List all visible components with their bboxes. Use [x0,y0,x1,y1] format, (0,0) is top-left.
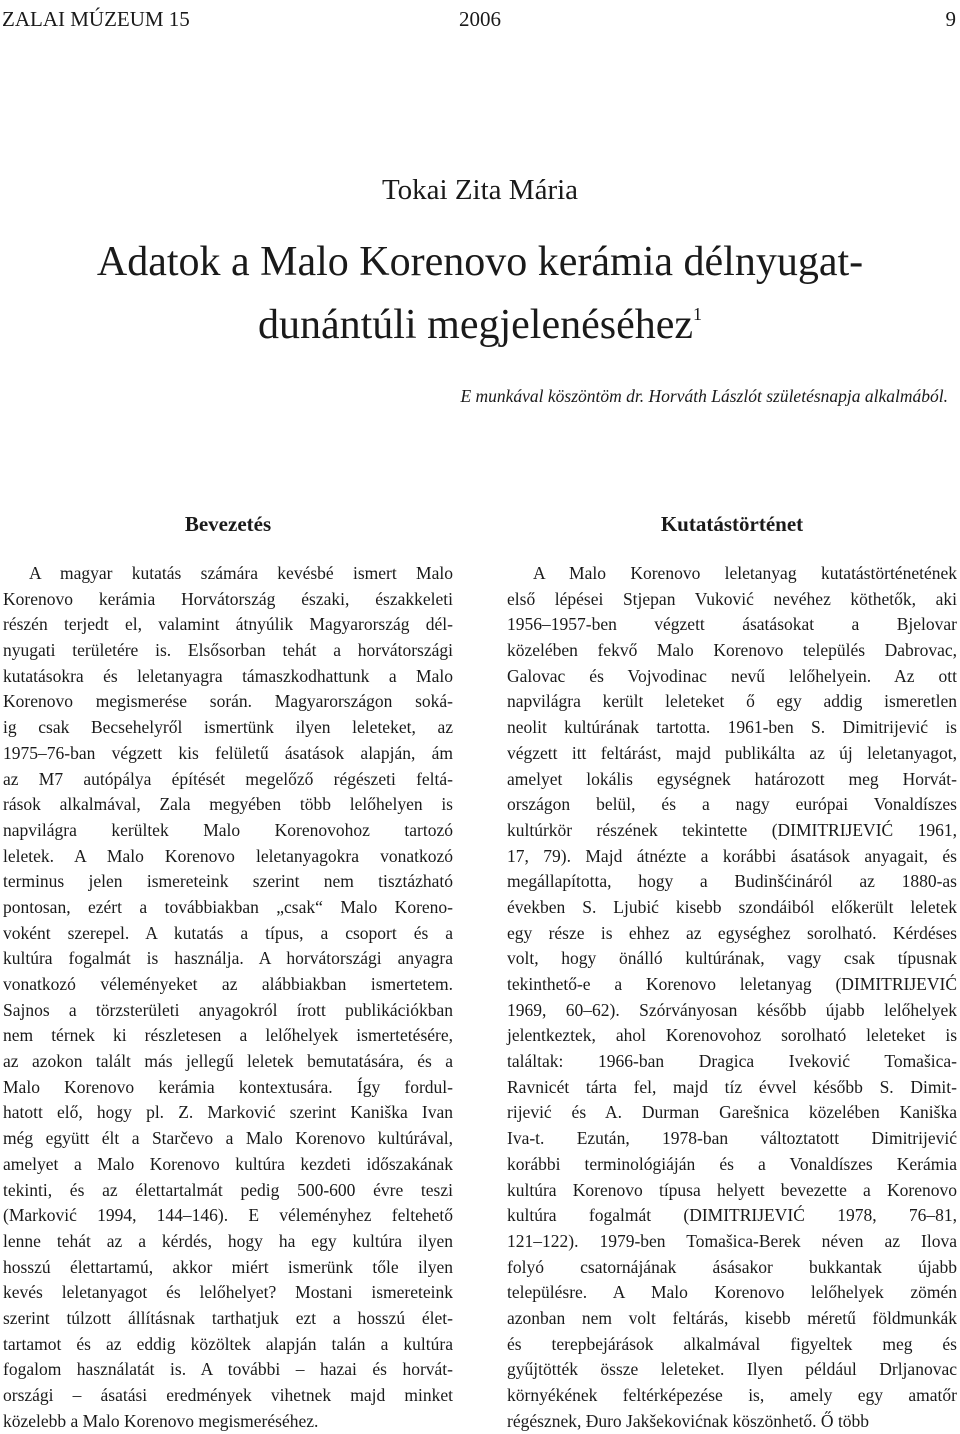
running-header [0,6,956,32]
text-line: tekinthető-e a Korenovo leletanyag (DIMITRIJEVIĆ [507,974,957,994]
text-line: Galovac és Vojvodinac nevű lelőhelyein. Az ott [507,665,957,686]
text-line: rijević és A. Durman Garešnica közelében Kaniška [507,1102,957,1123]
text-line: kevés leletanyagot és lelőhelyet? Mostani ismereteink [3,1282,453,1303]
right-column [507,510,957,1434]
text-line: az M7 autópálya építését megelőző régészeti feltá- [3,768,453,789]
text-line: gyűjtötték össze leleteket. Ilyen például Drljanovac [507,1359,957,1380]
text-line: Sajnos a törzsterületi anyagokról írott publikációkban [3,999,453,1020]
dedication: E munkával köszöntöm dr. Horváth Lászlót születésnapja alkalmából. [460,386,948,406]
text-line: környékének feltérképezése is, amely egy amatőr [507,1385,957,1405]
text-line: napvilágra kerültek Malo Korenovohoz tartozó [3,819,453,840]
text-line: 121–122). 1979-ben Tomašica-Berek néven az Ilova [507,1230,957,1251]
text-line: 17, 79). Majd átnézte a korábbi ásatások anyagait, és [507,845,957,866]
text-line: korábbi terminológiáján és a Vonaldíszes Kerámia [507,1153,957,1174]
text-line: kultúrkör részének tekintette (DIMITRIJEVIĆ 1961, [507,819,957,840]
text-line: Malo Korenovo kerámia kontextusára. Így fordul- [3,1076,453,1097]
text-line: azonban nem volt feltárás, kisebb méretű földmunkák [507,1307,957,1328]
text-line: hatott elő, hogy pl. Z. Marković szerint Kaniška Ivan [3,1102,453,1123]
text-line: végzett itt feltárást, majd publikálta az új leletanyagot, [507,742,957,763]
text-line: 1969, 60–62). Szórványosan később újabb lelőhelyek [507,999,957,1020]
text-line: lenne tehát az a kérdés, hogy ha egy kultúra ilyen [3,1230,453,1251]
text-line: megállapította, hogy a Budinšćináról az 1880-as [507,871,957,892]
text-line: 1975–76-ban végzett kis felületű ásatások alapján, ám [3,742,453,763]
left-column-text [3,561,453,1434]
text-line: első lépései Stjepan Vuković nevéhez köthetők, aki [507,588,957,609]
right-column-text [507,561,957,1434]
text-line: volt, hogy önálló kultúrának, vagy csak típusnak [507,948,957,969]
journal-name: ZALAI MÚZEUM 15 [2,7,190,31]
text-line: Iva-t. Ezután, 1978-ban változtatott Dimitrijević [507,1128,957,1149]
author-name: Tokai Zita Mária [381,174,579,206]
text-line: vonatkozó véleményeket az alábbiakban ismertetem. [3,974,453,994]
text-line: neolit kultúrának tartotta. 1961-ben S. Dimitrijević is [507,717,957,738]
text-line: találtak: 1966-ban Dragica Iveković Tomašica- [507,1051,957,1072]
text-line: hosszú élettartamú, akkor miért ismerünk tőle ilyen [3,1256,453,1277]
title-line-2: dunántúli megjelenéséhez [258,302,693,348]
publication-year: 2006 [459,7,501,31]
text-line: országon belül, és a nagy európai Vonaldíszes [507,794,957,815]
text-line: nyugati területére is. Elsősorban tehát a horvátországi [3,640,453,661]
text-line: még együtt élt a Starčevo a Malo Korenovo kultúrával, [3,1128,453,1149]
text-line: (Marković 1994, 144–146). E véleményhez feltehető [3,1205,453,1226]
text-line: kultúra fogalmát is használja. A horvátországi anyagra [3,948,453,969]
text-line: kultúra Korenovo típusa helyett bevezette a Korenovo [507,1179,957,1200]
text-line: kutatásokra és leletanyagra támaszkodhattunk a Malo [3,665,453,686]
text-line: Korenovo kerámia Horvátország északi, északkeleti [3,588,453,609]
text-line: kultúra fogalmát (DIMITRIJEVIĆ 1978, 76–81, [507,1205,957,1226]
text-line: amelyet lokális egységnek határozott meg Horvát- [507,768,957,789]
text-line: folyó csatornájának ásásakor bukkantak újabb [507,1256,957,1277]
section-heading-introduction: Bevezetés [184,512,272,536]
text-line: Korenovo megismerése során. Magyarországon soká- [3,691,453,712]
text-line: pontosan, ezért a továbbiakban „csak“ Malo Koreno- [3,896,453,917]
text-line: országi – ásatási eredmények vihetnek majd minket [3,1385,453,1405]
text-line: 1956–1957-ben végzett ásatásokat a Bjelovar [507,614,957,635]
text-line: tekinti, és az élettartalmát pedig 500-600 évre teszi [3,1179,453,1200]
text-line: fogalom használatát is. A további – hazai és horvát- [3,1359,453,1380]
text-line: években S. Ljubić kisebb szondáiból előkerült leletek [507,896,957,917]
text-line: amelyet a Malo Korenovo kultúra kezdeti időszakának [3,1153,453,1174]
text-line: A Malo Korenovo leletanyag kutatástörténetének [533,563,957,583]
text-line: szerint túlzott állításnak tarthatjuk ezt a hosszú élet- [3,1307,453,1328]
text-line: voként szerepel. A kutatás a típus, a csoport és a [3,922,453,943]
text-line: terminus jelen ismereteink szerint nem tisztázható [3,871,453,892]
text-line: Ravnicét tárta fel, majd tíz évvel később S. Dimit- [507,1076,957,1097]
section-heading-research-history: Kutatástörténet [660,512,804,536]
title-footnote-mark: 1 [693,304,702,324]
title-line-1: Adatok a Malo Korenovo kerámia délnyugat- [96,239,864,285]
text-line: napvilágra került leleteket ő egy addig ismeretlen [507,691,957,712]
text-line: tartamot és az eddig közöltek alapján talán a kultúra [3,1333,453,1354]
text-line: leletek. A Malo Korenovo leletanyagokra vonatkozó [3,845,453,866]
page-number: 9 [945,7,956,31]
text-line: részén terjedt el, valamint átnyúlik Magyarország dél- [3,614,453,635]
text-line: régésznek, Đuro Jakšekovićnak köszönhető. Ő több [507,1410,870,1431]
text-line: jelentkeztek, ahol Korenovohoz sorolható leleteket is [507,1025,957,1046]
text-line: rások alkalmával, Zala megyében több lelőhelyen is [3,794,453,815]
text-line: egy része is ehhez az egységhez sorolható. Kérdéses [507,922,957,943]
text-line: közelében fekvő Malo Korenovo település Dabrovac, [507,640,957,661]
text-line: ig csak Becsehelyről ismertünk ilyen leleteket, az [3,717,453,738]
text-line: A magyar kutatás számára kevésbé ismert Malo [29,563,453,583]
text-line: nem térnek ki részletesen a lelőhelyek ismertetésére, [3,1025,453,1046]
article-title [40,236,920,351]
left-column [3,510,453,1434]
text-line: közelebb a Malo Korenovo megismeréséhez. [3,1410,319,1431]
text-line: és terepbejárások alkalmával figyeltek meg és [507,1333,957,1354]
text-line: településre. A Malo Korenovo lelőhelyek zömén [507,1282,957,1303]
text-line: az azokon talált más jellegű leletek bemutatására, és a [3,1051,453,1072]
